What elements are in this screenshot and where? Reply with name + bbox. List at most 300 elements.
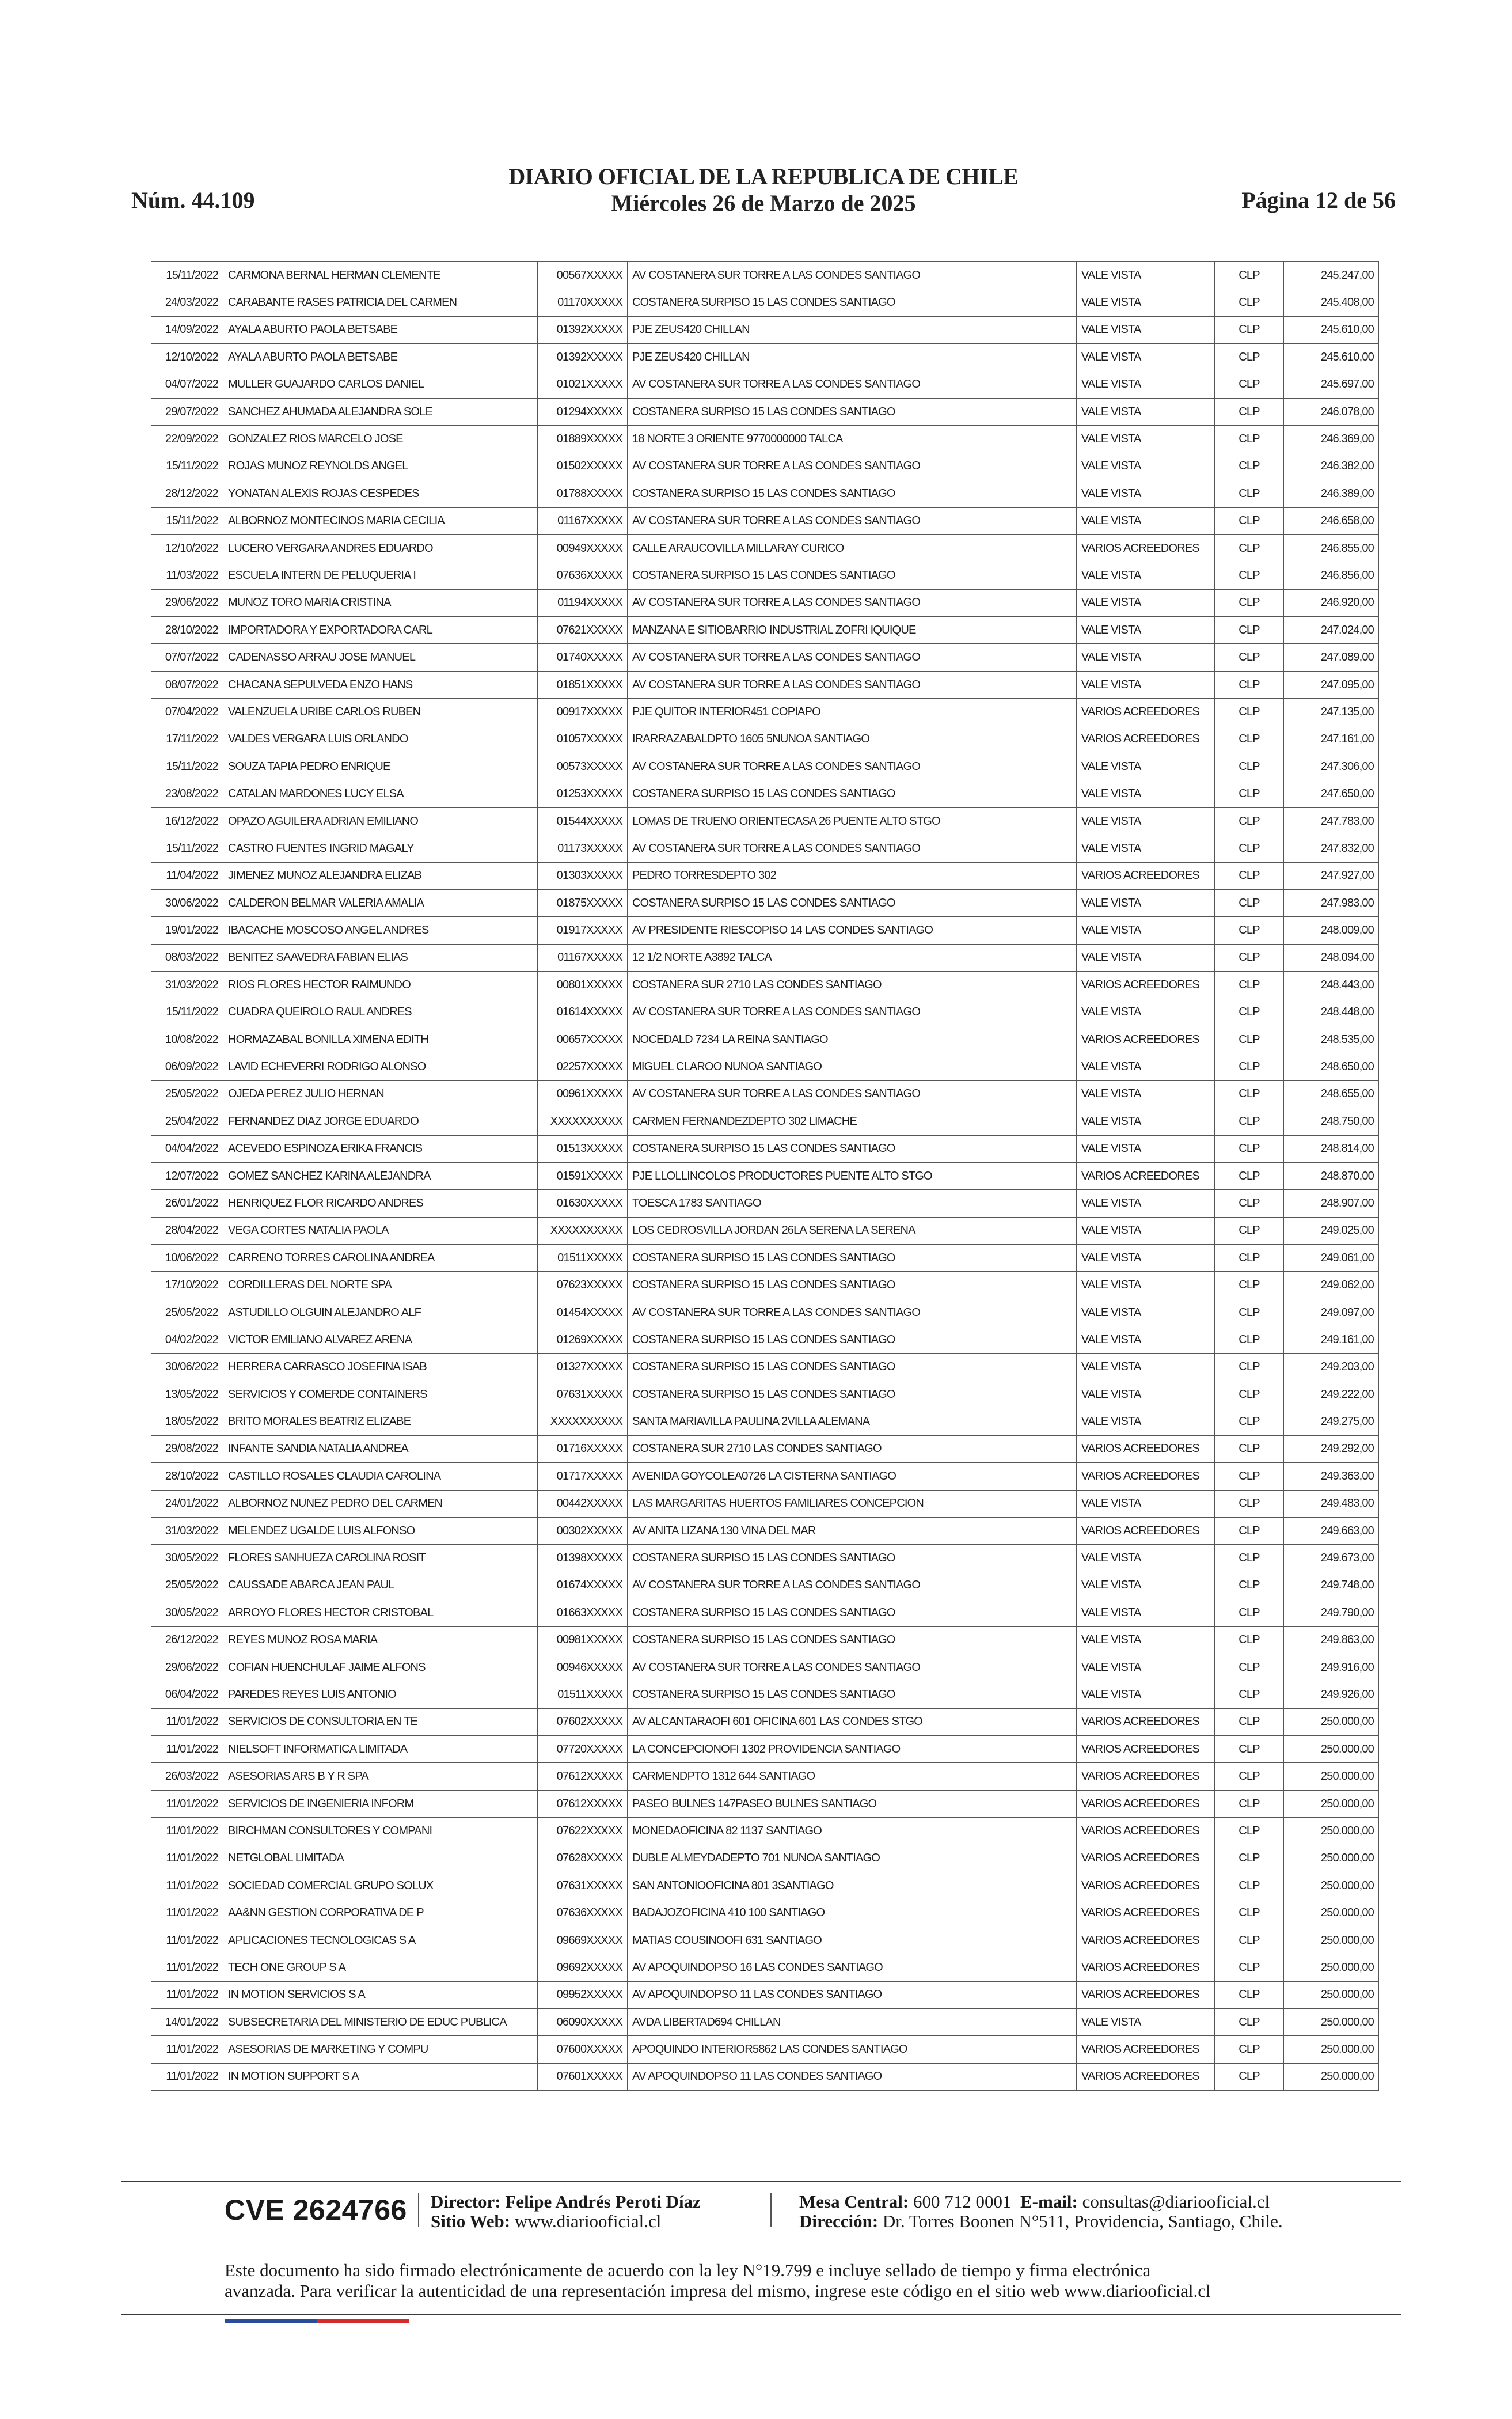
holder-name-cell: VALENZUELA URIBE CARLOS RUBEN [223,699,538,726]
table-row [151,1135,1379,1162]
document-type-cell: VALE VISTA [1077,1108,1215,1135]
currency-cell: CLP [1215,589,1284,616]
amount-cell: 248.094,00 [1284,944,1379,971]
amount-cell: 250.000,00 [1284,1954,1379,1981]
amount-cell: 247.832,00 [1284,835,1379,862]
address-cell: 18 NORTE 3 ORIENTE 9770000000 TALCA [628,426,1077,453]
holder-name-cell: YONATAN ALEXIS ROJAS CESPEDES [223,480,538,507]
document-type-cell: VARIOS ACREEDORES [1077,1872,1215,1899]
table-row [151,1381,1379,1408]
table-row [151,2063,1379,2090]
amount-cell: 250.000,00 [1284,1981,1379,2008]
table-row [151,1299,1379,1326]
date-cell: 28/12/2022 [151,480,223,507]
currency-cell: CLP [1215,1899,1284,1927]
rut-cell: 01170XXXXX [538,289,628,316]
date-cell: 14/09/2022 [151,316,223,343]
amount-cell: 245.408,00 [1284,289,1379,316]
rut-cell: XXXXXXXXXX [538,1217,628,1244]
table-row [151,1572,1379,1599]
amount-cell: 249.916,00 [1284,1654,1379,1681]
amount-cell: 249.863,00 [1284,1626,1379,1654]
amount-cell: 249.097,00 [1284,1299,1379,1326]
currency-cell: CLP [1215,1654,1284,1681]
document-type-cell: VALE VISTA [1077,1545,1215,1572]
address-cell: AV ALCANTARAOFI 601 OFICINA 601 LAS CONDES STGO [628,1708,1077,1735]
rut-cell: 01392XXXXX [538,316,628,343]
document-type-cell: VALE VISTA [1077,453,1215,480]
table-row [151,917,1379,944]
rut-cell: 01663XXXXX [538,1599,628,1626]
currency-cell: CLP [1215,807,1284,835]
currency-cell: CLP [1215,1463,1284,1490]
date-cell: 22/09/2022 [151,426,223,453]
holder-name-cell: JIMENEZ MUNOZ ALEJANDRA ELIZAB [223,862,538,889]
table-row [151,1190,1379,1217]
currency-cell: CLP [1215,1845,1284,1872]
site-url[interactable]: www.diariooficial.cl [514,2211,662,2231]
rut-cell: 07602XXXXX [538,1708,628,1735]
amount-cell: 249.748,00 [1284,1572,1379,1599]
currency-cell: CLP [1215,1353,1284,1381]
date-cell: 07/04/2022 [151,699,223,726]
document-type-cell: VALE VISTA [1077,1572,1215,1599]
date-cell: 11/03/2022 [151,562,223,589]
table-row [151,507,1379,534]
currency-cell: CLP [1215,917,1284,944]
document-type-cell: VARIOS ACREEDORES [1077,726,1215,753]
table-row [151,1845,1379,1872]
address-cell: SANTA MARIAVILLA PAULINA 2VILLA ALEMANA [628,1408,1077,1435]
holder-name-cell: CASTRO FUENTES INGRID MAGALY [223,835,538,862]
holder-name-cell: ACEVEDO ESPINOZA ERIKA FRANCIS [223,1135,538,1162]
currency-cell: CLP [1215,780,1284,807]
amount-cell: 249.025,00 [1284,1217,1379,1244]
date-cell: 11/01/2022 [151,1708,223,1735]
date-cell: 11/01/2022 [151,1954,223,1981]
document-type-cell: VARIOS ACREEDORES [1077,1463,1215,1490]
table-row [151,807,1379,835]
rut-cell: 01851XXXXX [538,671,628,698]
address-cell: AVDA LIBERTAD694 CHILLAN [628,2009,1077,2036]
holder-name-cell: CATALAN MARDONES LUCY ELSA [223,780,538,807]
holder-name-cell: CORDILLERAS DEL NORTE SPA [223,1272,538,1299]
table-row [151,1026,1379,1053]
address-cell: TOESCA 1783 SANTIAGO [628,1190,1077,1217]
currency-cell: CLP [1215,1927,1284,1954]
document-type-cell: VARIOS ACREEDORES [1077,2036,1215,2063]
document-type-cell: VALE VISTA [1077,1135,1215,1162]
footer-bottom-rule [121,2314,1401,2315]
date-cell: 10/06/2022 [151,1245,223,1272]
address-cell: COSTANERA SURPISO 15 LAS CONDES SANTIAGO [628,1626,1077,1654]
table-row [151,1545,1379,1572]
date-cell: 30/06/2022 [151,889,223,916]
address-cell: DUBLE ALMEYDADEPTO 701 NUNOA SANTIAGO [628,1845,1077,1872]
date-cell: 04/04/2022 [151,1135,223,1162]
rut-cell: 01021XXXXX [538,371,628,398]
date-cell: 11/04/2022 [151,862,223,889]
rut-cell: 07622XXXXX [538,1818,628,1845]
address-cell: MIGUEL CLAROO NUNOA SANTIAGO [628,1053,1077,1080]
currency-cell: CLP [1215,671,1284,698]
rut-cell: 09952XXXXX [538,1981,628,2008]
amount-cell: 247.095,00 [1284,671,1379,698]
rut-cell: 07612XXXXX [538,1763,628,1790]
amount-cell: 245.247,00 [1284,262,1379,289]
date-cell: 11/01/2022 [151,1845,223,1872]
table-row [151,316,1379,343]
date-cell: 28/10/2022 [151,1463,223,1490]
table-row [151,453,1379,480]
table-row [151,2009,1379,2036]
document-type-cell: VALE VISTA [1077,1681,1215,1708]
holder-name-cell: SOUZA TAPIA PEDRO ENRIQUE [223,753,538,780]
flag-red-stripe [317,2319,409,2323]
table-row [151,344,1379,371]
signature-note-line: avanzada. Para verificar la autenticidad de una representación impresa del mismo, ingrese este código en el sitio web www.diariooficial.cl [225,2281,1211,2301]
address-cell: MANZANA E SITIOBARRIO INDUSTRIAL ZOFRI IQUIQUE [628,617,1077,644]
date-cell: 12/10/2022 [151,344,223,371]
document-type-cell: VARIOS ACREEDORES [1077,2063,1215,2090]
address-cell: COSTANERA SURPISO 15 LAS CONDES SANTIAGO [628,480,1077,507]
document-type-cell: VALE VISTA [1077,1217,1215,1244]
amount-cell: 250.000,00 [1284,1927,1379,1954]
address-cell: PJE LLOLLINCOLOS PRODUCTORES PUENTE ALTO STGO [628,1162,1077,1189]
document-type-cell: VARIOS ACREEDORES [1077,1845,1215,1872]
document-type-cell: VALE VISTA [1077,262,1215,289]
address-cell: PEDRO TORRESDEPTO 302 [628,862,1077,889]
document-type-cell: VALE VISTA [1077,398,1215,425]
currency-cell: CLP [1215,1162,1284,1189]
document-type-cell: VALE VISTA [1077,644,1215,671]
currency-cell: CLP [1215,1872,1284,1899]
rut-cell: 00302XXXXX [538,1517,628,1544]
rut-cell: 09692XXXXX [538,1954,628,1981]
holder-name-cell: VEGA CORTES NATALIA PAOLA [223,1217,538,1244]
amount-cell: 246.369,00 [1284,426,1379,453]
document-type-cell: VALE VISTA [1077,1326,1215,1353]
address-cell: IRARRAZABALDPTO 1605 5NUNOA SANTIAGO [628,726,1077,753]
currency-cell: CLP [1215,1408,1284,1435]
rut-cell: 07636XXXXX [538,1899,628,1927]
table-row [151,1353,1379,1381]
rut-cell: 07601XXXXX [538,2063,628,2090]
rut-cell: 01502XXXXX [538,453,628,480]
table-row [151,726,1379,753]
holder-name-cell: BIRCHMAN CONSULTORES Y COMPANI [223,1818,538,1845]
date-cell: 15/11/2022 [151,999,223,1026]
amount-cell: 248.750,00 [1284,1108,1379,1135]
currency-cell: CLP [1215,371,1284,398]
currency-cell: CLP [1215,999,1284,1026]
date-cell: 11/01/2022 [151,1736,223,1763]
currency-cell: CLP [1215,507,1284,534]
accounts-table-body [151,262,1379,2091]
holder-name-cell: INFANTE SANDIA NATALIA ANDREA [223,1435,538,1462]
holder-name-cell: CHACANA SEPULVEDA ENZO HANS [223,671,538,698]
table-row [151,1927,1379,1954]
holder-name-cell: FLORES SANHUEZA CAROLINA ROSIT [223,1545,538,1572]
amount-cell: 249.663,00 [1284,1517,1379,1544]
holder-name-cell: LUCERO VERGARA ANDRES EDUARDO [223,534,538,562]
address-cell: NOCEDALD 7234 LA REINA SANTIAGO [628,1026,1077,1053]
rut-cell: 01398XXXXX [538,1545,628,1572]
document-type-cell: VARIOS ACREEDORES [1077,1927,1215,1954]
date-cell: 08/07/2022 [151,671,223,698]
rut-cell: 01194XXXXX [538,589,628,616]
address-cell: CARMEN FERNANDEZDEPTO 302 LIMACHE [628,1108,1077,1135]
address-cell: AV COSTANERA SUR TORRE A LAS CONDES SANTIAGO [628,671,1077,698]
currency-cell: CLP [1215,1981,1284,2008]
amount-cell: 249.790,00 [1284,1599,1379,1626]
document-type-cell: VALE VISTA [1077,1245,1215,1272]
table-row [151,2036,1379,2063]
holder-name-cell: CADENASSO ARRAU JOSE MANUEL [223,644,538,671]
table-row [151,753,1379,780]
holder-name-cell: ASESORIAS ARS B Y R SPA [223,1763,538,1790]
table-row [151,1681,1379,1708]
holder-name-cell: CUADRA QUEIROLO RAUL ANDRES [223,999,538,1026]
rut-cell: 01269XXXXX [538,1326,628,1353]
holder-name-cell: ESCUELA INTERN DE PELUQUERIA I [223,562,538,589]
document-type-cell: VARIOS ACREEDORES [1077,1162,1215,1189]
director-block [431,2192,701,2231]
document-type-cell: VALE VISTA [1077,1626,1215,1654]
amount-cell: 249.203,00 [1284,1353,1379,1381]
table-row [151,1599,1379,1626]
document-type-cell: VARIOS ACREEDORES [1077,1954,1215,1981]
holder-name-cell: CAUSSADE ABARCA JEAN PAUL [223,1572,538,1599]
address-cell: PJE ZEUS420 CHILLAN [628,344,1077,371]
holder-name-cell: NIELSOFT INFORMATICA LIMITADA [223,1736,538,1763]
rut-cell: 00442XXXXX [538,1490,628,1517]
table-row [151,1245,1379,1272]
table-row [151,780,1379,807]
document-type-cell: VALE VISTA [1077,562,1215,589]
date-cell: 04/07/2022 [151,371,223,398]
table-row [151,1435,1379,1462]
document-type-cell: VALE VISTA [1077,780,1215,807]
site-label: Sitio Web: [431,2211,511,2231]
rut-cell: 00657XXXXX [538,1026,628,1053]
document-type-cell: VARIOS ACREEDORES [1077,1790,1215,1817]
amount-cell: 249.061,00 [1284,1245,1379,1272]
rut-cell: 01875XXXXX [538,889,628,916]
table-row [151,1108,1379,1135]
address-cell: AV COSTANERA SUR TORRE A LAS CONDES SANTIAGO [628,1654,1077,1681]
table-row [151,944,1379,971]
currency-cell: CLP [1215,1681,1284,1708]
holder-name-cell: SERVICIOS DE INGENIERIA INFORM [223,1790,538,1817]
holder-name-cell: REYES MUNOZ ROSA MARIA [223,1626,538,1654]
rut-cell: XXXXXXXXXX [538,1408,628,1435]
date-cell: 11/01/2022 [151,1818,223,1845]
table-row [151,589,1379,616]
currency-cell: CLP [1215,1217,1284,1244]
table-row [151,699,1379,726]
amount-cell: 249.222,00 [1284,1381,1379,1408]
date-cell: 15/11/2022 [151,507,223,534]
rut-cell: 01303XXXXX [538,862,628,889]
currency-cell: CLP [1215,262,1284,289]
currency-cell: CLP [1215,1626,1284,1654]
document-type-cell: VARIOS ACREEDORES [1077,534,1215,562]
document-type-cell: VALE VISTA [1077,617,1215,644]
currency-cell: CLP [1215,2063,1284,2090]
document-type-cell: VALE VISTA [1077,671,1215,698]
rut-cell: 01674XXXXX [538,1572,628,1599]
rut-cell: 01167XXXXX [538,944,628,971]
rut-cell: 00946XXXXX [538,1654,628,1681]
table-row [151,426,1379,453]
address-cell: AV COSTANERA SUR TORRE A LAS CONDES SANTIAGO [628,644,1077,671]
holder-name-cell: GOMEZ SANCHEZ KARINA ALEJANDRA [223,1162,538,1189]
flag-stripe [225,2319,409,2323]
amount-cell: 248.907,00 [1284,1190,1379,1217]
document-type-cell: VALE VISTA [1077,480,1215,507]
document-type-cell: VARIOS ACREEDORES [1077,1708,1215,1735]
currency-cell: CLP [1215,453,1284,480]
amount-cell: 247.783,00 [1284,807,1379,835]
table-row [151,562,1379,589]
holder-name-cell: SERVICIOS DE CONSULTORIA EN TE [223,1708,538,1735]
rut-cell: 02257XXXXX [538,1053,628,1080]
address-cell: BADAJOZOFICINA 410 100 SANTIAGO [628,1899,1077,1927]
holder-name-cell: SANCHEZ AHUMADA ALEJANDRA SOLE [223,398,538,425]
email-address[interactable]: consultas@diariooficial.cl [1082,2191,1270,2212]
currency-cell: CLP [1215,480,1284,507]
issue-number: Núm. 44.109 [131,187,255,213]
amount-cell: 250.000,00 [1284,1708,1379,1735]
date-cell: 15/11/2022 [151,262,223,289]
document-type-cell: VALE VISTA [1077,1299,1215,1326]
rut-cell: 07631XXXXX [538,1872,628,1899]
amount-cell: 250.000,00 [1284,2036,1379,2063]
currency-cell: CLP [1215,862,1284,889]
rut-cell: 06090XXXXX [538,2009,628,2036]
rut-cell: 01253XXXXX [538,780,628,807]
rut-cell: 01511XXXXX [538,1681,628,1708]
date-cell: 18/05/2022 [151,1408,223,1435]
rut-cell: 01511XXXXX [538,1245,628,1272]
address-cell: PASEO BULNES 147PASEO BULNES SANTIAGO [628,1790,1077,1817]
date-cell: 17/10/2022 [151,1272,223,1299]
amount-cell: 247.089,00 [1284,644,1379,671]
accounts-table [151,261,1379,2091]
address-cell: LOMAS DE TRUENO ORIENTECASA 26 PUENTE ALTO STGO [628,807,1077,835]
holder-name-cell: ARROYO FLORES HECTOR CRISTOBAL [223,1599,538,1626]
rut-cell: 01889XXXXX [538,426,628,453]
table-row [151,371,1379,398]
amount-cell: 250.000,00 [1284,1736,1379,1763]
date-cell: 14/01/2022 [151,2009,223,2036]
holder-name-cell: SUBSECRETARIA DEL MINISTERIO DE EDUC PUBLICA [223,2009,538,2036]
date-cell: 31/03/2022 [151,1517,223,1544]
rut-cell: 01716XXXXX [538,1435,628,1462]
amount-cell: 250.000,00 [1284,1818,1379,1845]
currency-cell: CLP [1215,344,1284,371]
header-center [131,164,1396,217]
address-cell: AV ANITA LIZANA 130 VINA DEL MAR [628,1517,1077,1544]
address-cell: LOS CEDROSVILLA JORDAN 26LA SERENA LA SERENA [628,1217,1077,1244]
page-header [131,160,1396,218]
table-row [151,644,1379,671]
address-label: Dirección: [799,2211,879,2231]
date-cell: 11/01/2022 [151,1927,223,1954]
table-row [151,534,1379,562]
holder-name-cell: AYALA ABURTO PAOLA BETSABE [223,344,538,371]
address-cell: COSTANERA SURPISO 15 LAS CONDES SANTIAGO [628,780,1077,807]
currency-cell: CLP [1215,1053,1284,1080]
address-cell: LAS MARGARITAS HUERTOS FAMILIARES CONCEPCION [628,1490,1077,1517]
address-cell: AVENIDA GOYCOLEA0726 LA CISTERNA SANTIAGO [628,1463,1077,1490]
holder-name-cell: HERRERA CARRASCO JOSEFINA ISAB [223,1353,538,1381]
holder-name-cell: HORMAZABAL BONILLA XIMENA EDITH [223,1026,538,1053]
address-cell: MONEDAOFICINA 82 1137 SANTIAGO [628,1818,1077,1845]
document-type-cell: VARIOS ACREEDORES [1077,1736,1215,1763]
amount-cell: 247.306,00 [1284,753,1379,780]
holder-name-cell: BENITEZ SAAVEDRA FABIAN ELIAS [223,944,538,971]
rut-cell: 07636XXXXX [538,562,628,589]
amount-cell: 250.000,00 [1284,2009,1379,2036]
currency-cell: CLP [1215,753,1284,780]
director-label: Director: [431,2191,501,2212]
address-cell: COSTANERA SURPISO 15 LAS CONDES SANTIAGO [628,289,1077,316]
address-cell: APOQUINDO INTERIOR5862 LAS CONDES SANTIAGO [628,2036,1077,2063]
address-cell: AV COSTANERA SUR TORRE A LAS CONDES SANTIAGO [628,371,1077,398]
rut-cell: 00917XXXXX [538,699,628,726]
date-cell: 07/07/2022 [151,644,223,671]
currency-cell: CLP [1215,534,1284,562]
table-row [151,972,1379,999]
rut-cell: 00961XXXXX [538,1080,628,1108]
holder-name-cell: LAVID ECHEVERRI RODRIGO ALONSO [223,1053,538,1080]
document-type-cell: VALE VISTA [1077,944,1215,971]
holder-name-cell: GONZALEZ RIOS MARCELO JOSE [223,426,538,453]
document-type-cell: VALE VISTA [1077,316,1215,343]
rut-cell: 01630XXXXX [538,1190,628,1217]
address-cell: COSTANERA SURPISO 15 LAS CONDES SANTIAGO [628,1381,1077,1408]
date-cell: 24/01/2022 [151,1490,223,1517]
date-cell: 25/05/2022 [151,1572,223,1599]
amount-cell: 249.062,00 [1284,1272,1379,1299]
date-cell: 16/12/2022 [151,807,223,835]
table-row [151,289,1379,316]
currency-cell: CLP [1215,1272,1284,1299]
currency-cell: CLP [1215,944,1284,971]
currency-cell: CLP [1215,1517,1284,1544]
date-cell: 12/10/2022 [151,534,223,562]
holder-name-cell: RIOS FLORES HECTOR RAIMUNDO [223,972,538,999]
currency-cell: CLP [1215,1245,1284,1272]
amount-cell: 249.292,00 [1284,1435,1379,1462]
address-cell: LA CONCEPCIONOFI 1302 PROVIDENCIA SANTIAGO [628,1736,1077,1763]
date-cell: 25/04/2022 [151,1108,223,1135]
mesa-phone: 600 712 0001 [913,2191,1012,2212]
rut-cell: 07612XXXXX [538,1790,628,1817]
holder-name-cell: TECH ONE GROUP S A [223,1954,538,1981]
date-cell: 17/11/2022 [151,726,223,753]
date-cell: 29/06/2022 [151,589,223,616]
rut-cell: 00981XXXXX [538,1626,628,1654]
holder-name-cell: SOCIEDAD COMERCIAL GRUPO SOLUX [223,1872,538,1899]
newspaper-title: DIARIO OFICIAL DE LA REPUBLICA DE CHILE [508,164,1019,189]
date-cell: 15/11/2022 [151,835,223,862]
currency-cell: CLP [1215,398,1284,425]
holder-name-cell: IN MOTION SERVICIOS S A [223,1981,538,2008]
currency-cell: CLP [1215,1326,1284,1353]
